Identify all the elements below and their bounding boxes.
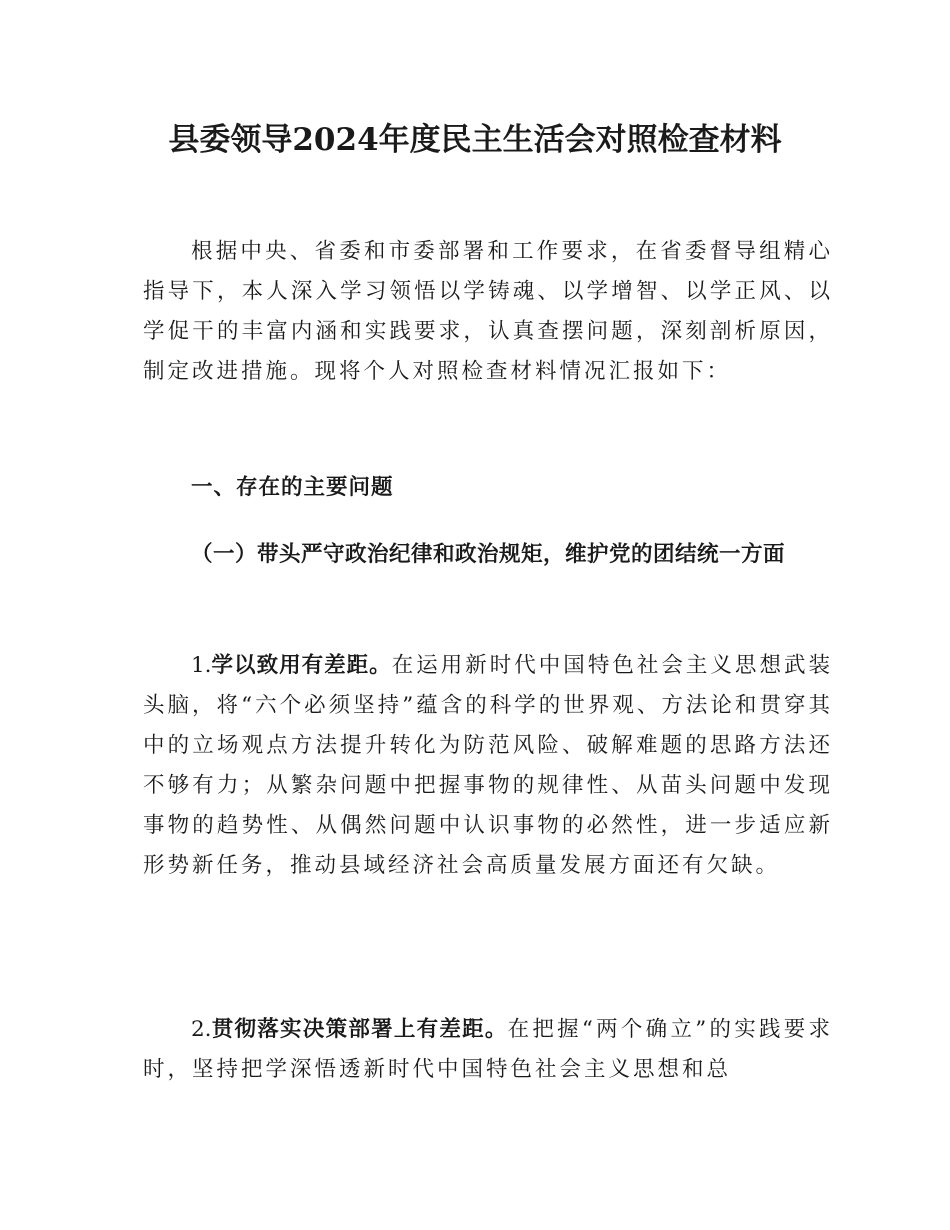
subsection-heading: （一）带头严守政治纪律和政治规矩，维护党的团结统一方面 xyxy=(191,542,786,567)
item-2-lead: 贯彻落实决策部署上有差距。 xyxy=(211,1017,508,1042)
item-1-text: 在运用新时代中国特色社会主义思想武装头脑，将“六个必须坚持”蕴含的科学的世界观、方法论和贯穿其中的立场观点方法提升转化为防范风险、破解难题的思路方法还不够有力；从繁杂问题中把握事物的规律性、从苗头问题中发现事物的趋势性、从偶然问题中认识事物的必然性，进一步适应新形势新任务，推动县域经济社会高质量发展方面还有欠缺。 xyxy=(143,653,833,878)
intro-paragraph: 根据中央、省委和市委部署和工作要求，在省委督导组精心指导下，本人深入学习领悟以学铸魂、以学增智、以学正风、以学促干的丰富内涵和实践要求，认真查摆问题，深刻剖析原因，制定改进措施。现将个人对照检查材料情况汇报如下： xyxy=(143,239,833,384)
item-2-text: 在把握“两个确立”的实践要求时，坚持把学深悟透新时代中国特色社会主义思想和总 xyxy=(143,1017,833,1082)
item-2-paragraph xyxy=(143,1010,833,1090)
item-1-paragraph xyxy=(143,646,833,886)
item-2-number: 2. xyxy=(191,1017,212,1042)
item-1-lead: 学以致用有差距。 xyxy=(211,653,392,678)
section-heading: 一、存在的主要问题 xyxy=(191,475,394,500)
item-1-number: 1. xyxy=(191,653,212,678)
document-title: 县委领导2024年度民主生活会对照检查材料 xyxy=(168,122,782,158)
